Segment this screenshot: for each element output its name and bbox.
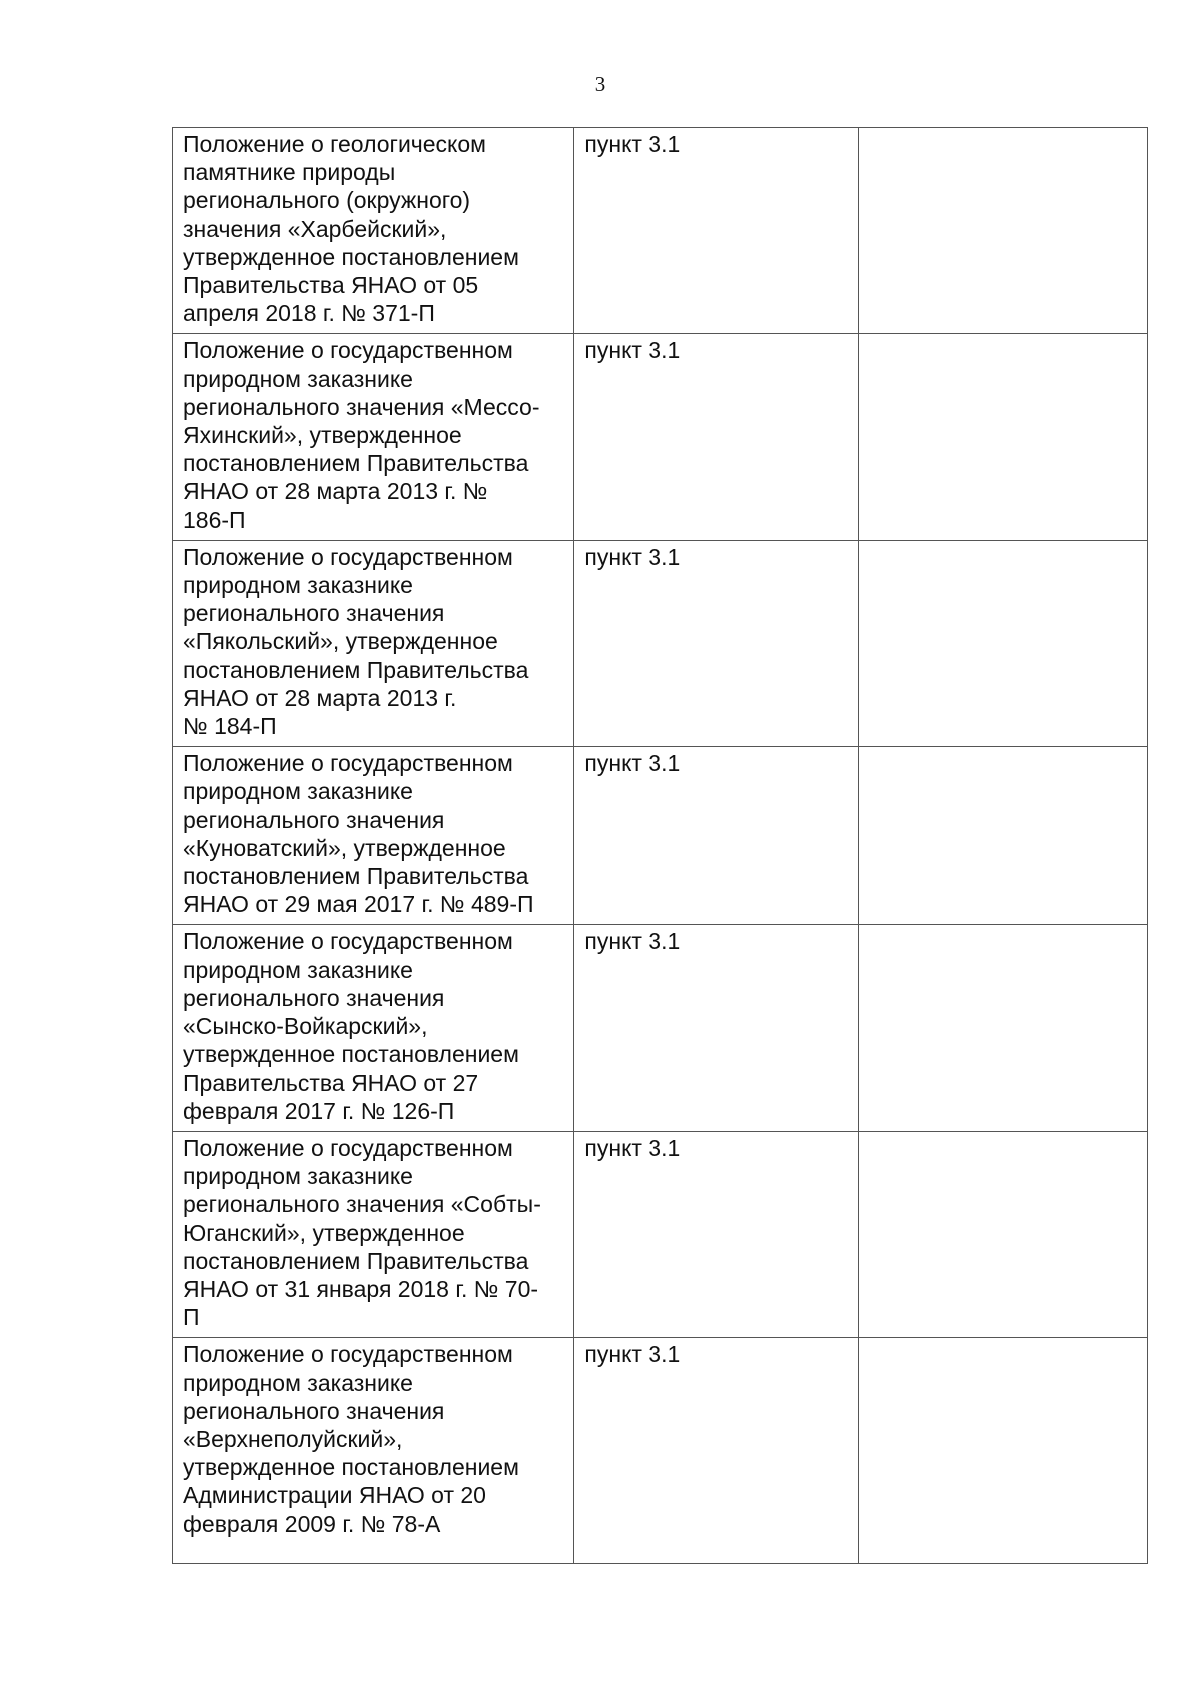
note-cell [858,925,1147,1131]
clause-cell: пункт 3.1 [574,925,858,1131]
table-row [173,334,1148,540]
page-number: 3 [594,72,606,96]
document-table [172,127,1148,1564]
clause-cell: пункт 3.1 [574,334,858,540]
note-cell [858,334,1147,540]
note-cell [858,128,1147,334]
clause-cell: пункт 3.1 [574,1131,858,1337]
table-row [173,1131,1148,1337]
table-row [173,128,1148,334]
document-cell: Положение о государственном природном заказнике регионального значения «Куноватский», утвержденное постановлением Правительства ЯНАО от 29 мая 2017 г. № 489-П [173,747,574,925]
note-cell [858,1131,1147,1337]
clause-cell: пункт 3.1 [574,747,858,925]
note-cell [858,540,1147,746]
document-cell: Положение о государственном природном заказнике регионального значения «Сынско-Войкарский», утвержденное постановлением Правительства ЯНАО от 27 февраля 2017 г. № 126-П [173,925,574,1131]
table-row [173,925,1148,1131]
document-cell: Положение о государственном природном заказнике регионального значения «Верхнеполуйский», утвержденное постановлением Администрации ЯНАО от 20 февраля 2009 г. № 78-А [173,1338,574,1564]
table-row [173,540,1148,746]
note-cell [858,1338,1147,1564]
table-row [173,747,1148,925]
note-cell [858,747,1147,925]
table-row [173,1338,1148,1564]
document-cell: Положение о государственном природном заказнике регионального значения «Собты- Юганский», утвержденное постановлением Правительства ЯНАО от 31 января 2018 г. № 70- П [173,1131,574,1337]
document-cell: Положение о геологическом памятнике природы регионального (окружного) значения «Харбейский», утвержденное постановлением Правительства ЯНАО от 05 апреля 2018 г. № 371-П [173,128,574,334]
clause-cell: пункт 3.1 [574,540,858,746]
document-cell: Положение о государственном природном заказнике регионального значения «Пякольский», утвержденное постановлением Правительства ЯНАО от 28 марта 2013 г. № 184-П [173,540,574,746]
clause-cell: пункт 3.1 [574,1338,858,1564]
clause-cell: пункт 3.1 [574,128,858,334]
document-cell: Положение о государственном природном заказнике регионального значения «Мессо- Яхинский», утвержденное постановлением Правительства ЯНАО от 28 марта 2013 г. № 186-П [173,334,574,540]
